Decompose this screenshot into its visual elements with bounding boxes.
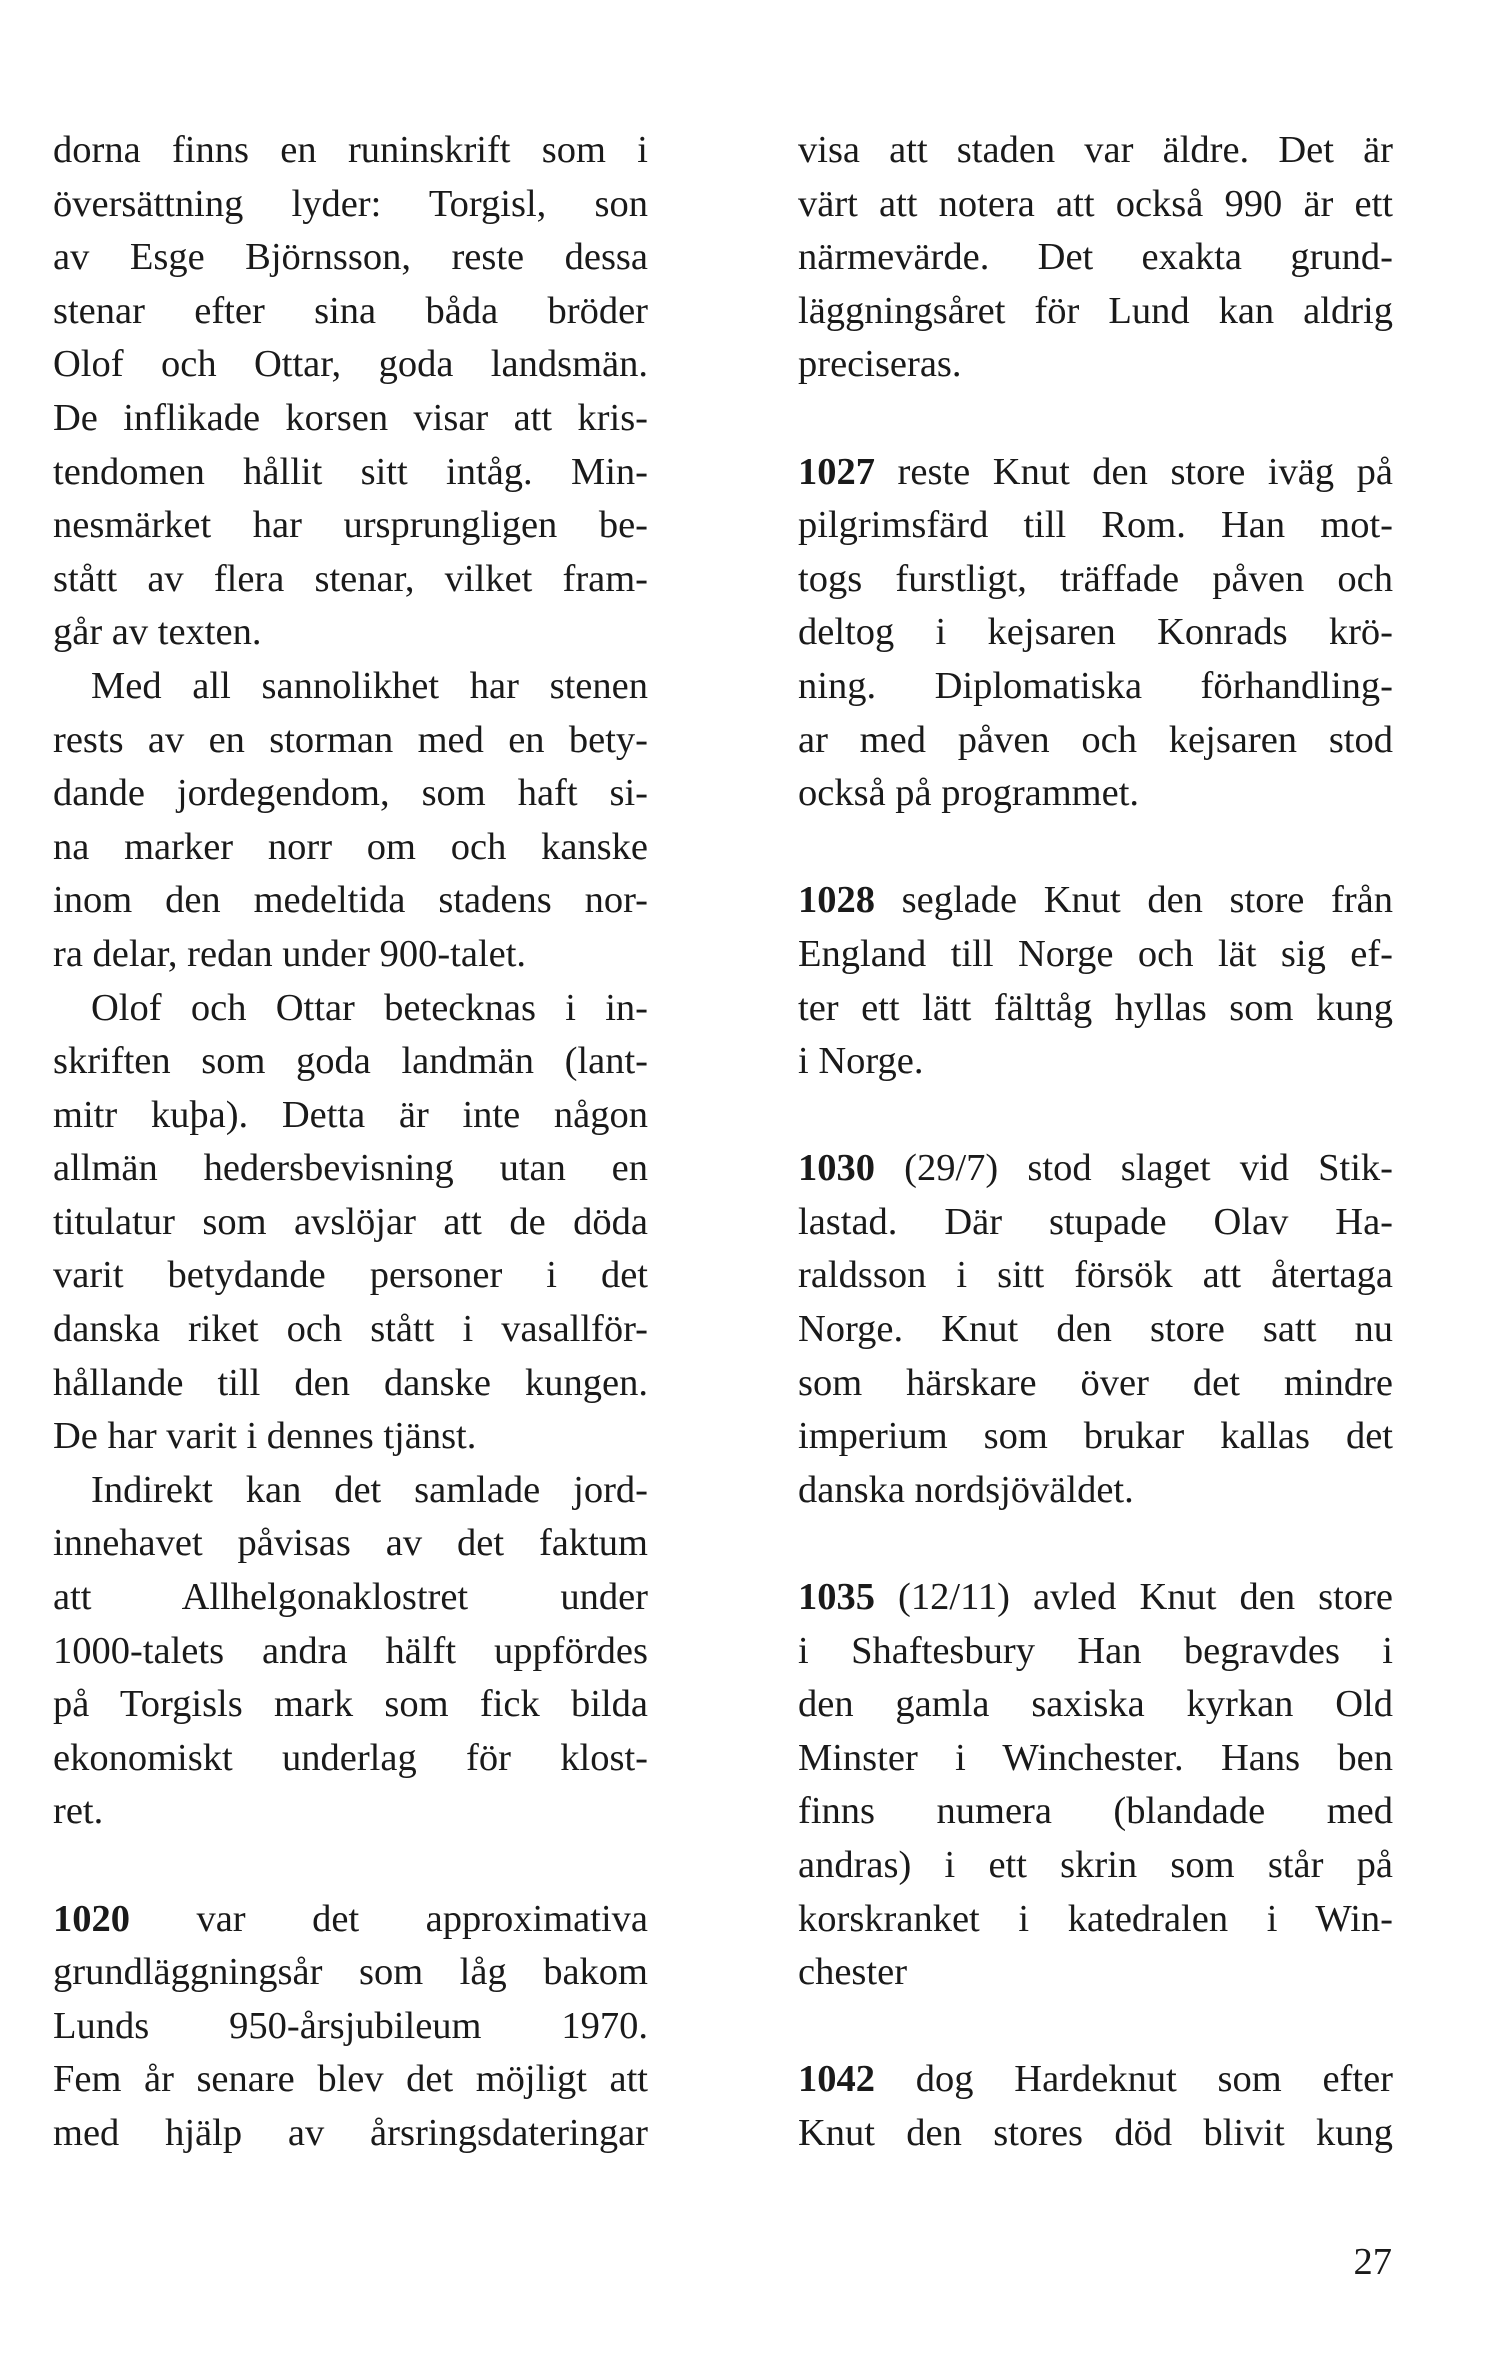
text-line: preciseras. <box>798 343 962 386</box>
year-heading: 1020 <box>53 1897 130 1940</box>
text-line: Med all sannolikhet har stenen <box>91 664 648 707</box>
text-line: Olof och Ottar betecknas i in- <box>91 986 648 1029</box>
year-heading: 1035 <box>798 1576 875 1619</box>
text-line: översättning lyder: Torgisl, son <box>53 182 648 225</box>
text-line: 1042 dog Hardeknut som efter <box>798 2058 1393 2101</box>
text-line: läggningsåret för Lund kan aldrig <box>798 289 1393 332</box>
text-line: i Norge. <box>798 1040 924 1083</box>
text-line: i Shaftesbury Han begravdes i <box>798 1629 1393 1672</box>
text-line: visa att staden var äldre. Det är <box>798 129 1393 171</box>
text-line: finns numera (blandade med <box>798 1790 1393 1833</box>
text-line: 1020 var det approximativa <box>53 1897 648 1940</box>
text-line: 1028 seglade Knut den store från <box>798 879 1393 922</box>
text-line: varit betydande personer i det <box>53 1254 648 1297</box>
text-line: 1000-talets andra hälft uppfördes <box>53 1629 648 1672</box>
text-line: Olof och Ottar, goda landsmän. <box>53 343 648 386</box>
text-line: England till Norge och lät sig ef- <box>798 932 1393 975</box>
text-line: De inflikade korsen visar att kris- <box>53 396 648 439</box>
text-line: ret. <box>53 1790 104 1833</box>
text-line: närmevärde. Det exakta grund- <box>798 236 1393 279</box>
text-line: också på programmet. <box>798 772 1140 815</box>
text-line: rests av en storman med en bety- <box>53 718 648 761</box>
text-line: Minster i Winchester. Hans ben <box>798 1736 1393 1779</box>
text-line: deltog i kejsaren Konrads krö- <box>798 611 1393 654</box>
text-line: titulatur som avslöjar att de döda <box>53 1200 648 1243</box>
text-line: av Esge Björnsson, reste dessa <box>53 236 648 279</box>
text-line: går av texten. <box>53 611 262 654</box>
text-line: Lunds 950-årsjubileum 1970. <box>53 2004 648 2047</box>
text-line: 1027 reste Knut den store iväg på <box>798 450 1393 493</box>
text-line: den gamla saxiska kyrkan Old <box>798 1683 1393 1726</box>
paragraph-gap <box>798 392 1393 446</box>
text-line: Norge. Knut den store satt nu <box>798 1308 1393 1351</box>
left-column <box>53 124 648 2161</box>
text-line: andras) i ett skrin som står på <box>798 1844 1393 1886</box>
text-line: 1030 (29/7) stod slaget vid Stik- <box>798 1147 1393 1190</box>
text-line: ra delar, redan under 900-talet. <box>53 932 527 975</box>
year-heading: 1042 <box>798 2058 875 2101</box>
text-line: Fem år senare blev det möjligt att <box>53 2058 648 2101</box>
text-line: chester <box>798 1951 908 1994</box>
text-line: tendomen hållit sitt intåg. Min- <box>53 450 648 493</box>
right-column <box>798 124 1393 2161</box>
text-line: med hjälp av årsringsdateringar <box>53 2111 648 2154</box>
text-line: korskranket i katedralen i Win- <box>798 1897 1393 1940</box>
year-heading: 1027 <box>798 450 875 493</box>
text-line: hållande till den danske kungen. <box>53 1361 648 1404</box>
text-line: ter ett lätt fälttåg hyllas som kung <box>798 986 1393 1029</box>
text-line: dorna finns en runinskrift som i <box>53 129 648 171</box>
text-line: ekonomiskt underlag för klost- <box>53 1736 648 1779</box>
text-line: inom den medeltida stadens nor- <box>53 879 648 922</box>
text-line: dande jordegendom, som haft si- <box>53 772 648 815</box>
text-line: allmän hedersbevisning utan en <box>53 1147 648 1190</box>
text-line: ning. Diplomatiska förhandling- <box>798 664 1393 707</box>
paragraph-gap <box>798 821 1393 875</box>
text-line: Knut den stores död blivit kung <box>798 2111 1393 2154</box>
text-line: nesmärket har ursprungligen be- <box>53 504 648 547</box>
text-line: 1035 (12/11) avled Knut den store <box>798 1576 1393 1619</box>
text-line: imperium som brukar kallas det <box>798 1415 1393 1458</box>
text-line: togs furstligt, träffade påven och <box>798 557 1393 600</box>
text-line: grundläggningsår som låg bakom <box>53 1951 648 1994</box>
text-line: mitr kuþa). Detta är inte någon <box>53 1093 648 1136</box>
text-line: skriften som goda landmän (lant- <box>53 1040 648 1083</box>
text-line: som härskare över det mindre <box>798 1361 1393 1404</box>
text-line: att Allhelgonaklostret under <box>53 1576 648 1619</box>
year-heading: 1030 <box>798 1147 875 1190</box>
text-line: pilgrimsfärd till Rom. Han mot- <box>798 504 1393 547</box>
text-line: innehavet påvisas av det faktum <box>53 1522 648 1565</box>
text-line: ar med påven och kejsaren stod <box>798 718 1393 761</box>
text-line: Indirekt kan det samlade jord- <box>91 1468 648 1511</box>
text-line: danska riket och stått i vasallför- <box>53 1308 648 1351</box>
text-line: stenar efter sina båda bröder <box>53 289 648 332</box>
text-line: på Torgisls mark som fick bilda <box>53 1683 648 1726</box>
page-number: 27 <box>1353 2241 1392 2283</box>
text-line: De har varit i dennes tjänst. <box>53 1415 477 1458</box>
text-line: värt att notera att också 990 är ett <box>798 182 1393 225</box>
paragraph-gap <box>53 1839 648 1893</box>
text-line: lastad. Där stupade Olav Ha- <box>798 1200 1393 1243</box>
text-line: na marker norr om och kanske <box>53 825 648 868</box>
paragraph-gap <box>798 1089 1393 1143</box>
paragraph-gap <box>798 1517 1393 1571</box>
year-heading: 1028 <box>798 879 875 922</box>
text-line: stått av flera stenar, vilket fram- <box>53 557 648 600</box>
paragraph-gap <box>798 2000 1393 2054</box>
text-line: danska nordsjöväldet. <box>798 1468 1134 1511</box>
text-line: raldsson i sitt försök att återtaga <box>798 1254 1393 1297</box>
